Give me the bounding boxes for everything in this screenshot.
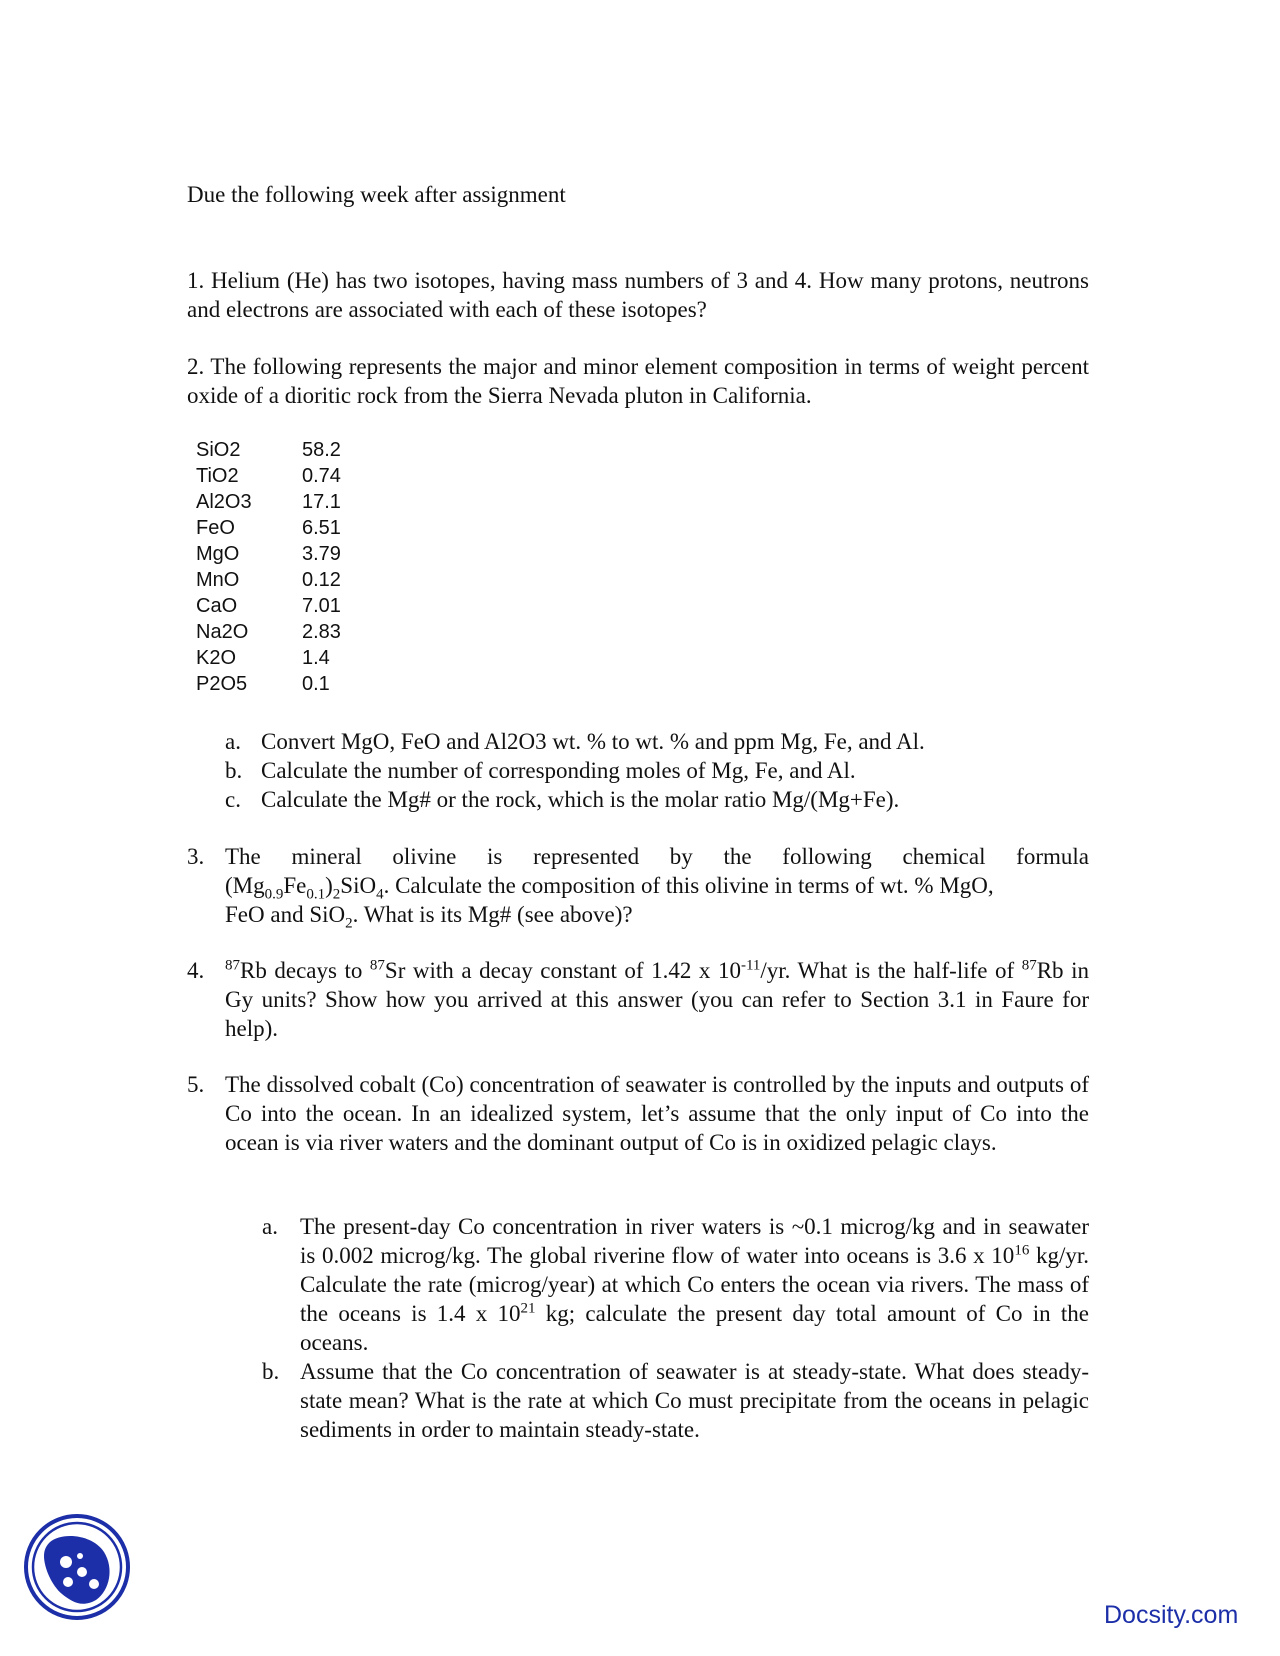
table-row [196, 463, 341, 489]
question-4: $^{87}$Rb decays to $^{87}$Sr with a decay constant of 1.42 x $10^{-11}/yr$. What is the half-life of $^{87}$Rb in Gy units? Show how you arrived at this answer (you can refer to Section 3.1 in Faure for help). [225, 957, 1089, 1041]
oxide-value: 0.12 [302, 569, 341, 591]
table-row [196, 437, 341, 463]
table-row [196, 619, 341, 645]
oxide-value: 58.2 [302, 439, 341, 461]
list-item [262, 1212, 1089, 1357]
part-text: Convert MgO, FeO and Al2O3 wt. % to wt. % and ppm Mg, Fe, and Al. [261, 729, 925, 754]
question-2: 2. The following represents the major and minor element composition in terms of weight percent oxide of a dioritic rock from the Sierra Nevada pluton in California. [187, 354, 1089, 408]
part-label: b. [262, 1359, 280, 1384]
oxide-name: K2O [196, 647, 237, 669]
question-5-number: 5. [187, 1072, 205, 1097]
part-label: c. [225, 787, 241, 812]
table-row [196, 541, 341, 567]
question-3 [225, 842, 1089, 932]
part-label: b. [225, 758, 243, 783]
olivine-formula-line: $(Mg_{0.9}Fe_{0.1})_2SiO_4$. Calculate the composition of this olivine in terms of wt. % MgO, [225, 873, 994, 903]
oxide-value: 17.1 [302, 491, 341, 513]
question-1: 1. Helium (He) has two isotopes, having mass numbers of 3 and 4. How many protons, neutrons and electrons are associated with each of these isotopes? [187, 268, 1089, 322]
question-4-number: 4. [187, 958, 205, 983]
oxide-value: 7.01 [302, 595, 341, 617]
oxide-value: 3.79 [302, 543, 341, 565]
table-row [196, 645, 341, 671]
question-3-line: The mineral olivine is represented by the following chemical formula [225, 844, 1089, 869]
oxide-table [196, 437, 341, 697]
table-row [196, 515, 341, 541]
oxide-name: MgO [196, 543, 240, 565]
oxide-name: TiO2 [196, 465, 239, 487]
oxide-name: Na2O [196, 621, 249, 643]
table-row [196, 671, 341, 697]
oxide-name: FeO [196, 517, 235, 539]
list-item [225, 756, 1125, 785]
part-text: The present-day Co concentration in river waters is ~0.1 microg/kg and in seawater is 0.002 microg/kg. The global riverine flow of water into oceans is 3.6 x $10^{16}$ kg/yr. Calculate the rate (microg/year) at which Co enters the ocean via rivers. The mass of the oceans is 1.4 x $10^{21}$ kg; calculate the present day total amount of Co in the oceans. [300, 1214, 1090, 1355]
oxide-value: 0.74 [302, 465, 341, 487]
oxide-name: SiO2 [196, 439, 241, 461]
oxide-name: P2O5 [196, 673, 248, 695]
part-label: a. [262, 1214, 278, 1239]
oxide-value: 0.1 [302, 673, 330, 695]
question-3-line: FeO and SiO$_2$. What is its Mg# (see above)? [225, 902, 633, 932]
question-5: The dissolved cobalt (Co) concentration of seawater is controlled by the inputs and outputs of Co into the ocean. In an idealized system, let’s assume that the only input of Co into the ocean is via river waters and the dominant output of Co is in oxidized pelagic clays. [225, 1072, 1089, 1155]
part-text: Calculate the Mg# or the rock, which is the molar ratio Mg/(Mg+Fe). [261, 787, 900, 812]
question-2-parts [225, 727, 1125, 814]
oxide-value: 6.51 [302, 517, 341, 539]
part-text: Assume that the Co concentration of seawater is at steady-state. What does steady-state mean? What is the rate at which Co must precipitate from the oceans in pelagic sediments in order to maintain steady-state. [300, 1359, 1089, 1442]
due-note: Due the following week after assignment [187, 182, 566, 207]
question-5-parts [262, 1212, 1089, 1444]
oxide-name: CaO [196, 595, 238, 617]
part-text: Calculate the number of corresponding moles of Mg, Fe, and Al. [261, 758, 856, 783]
oxide-value: 2.83 [302, 621, 341, 643]
table-row [196, 593, 341, 619]
oxide-name: MnO [196, 569, 240, 591]
question-3-number: 3. [187, 844, 205, 869]
oxide-value: 1.4 [302, 647, 330, 669]
list-item [225, 785, 1125, 814]
table-row [196, 489, 341, 515]
docsity-watermark[interactable]: Docsity.com [1104, 1601, 1239, 1629]
part-label: a. [225, 729, 241, 754]
list-item [225, 727, 1125, 756]
table-row [196, 567, 341, 593]
docsity-logo-icon [22, 1512, 132, 1622]
oxide-name: Al2O3 [196, 491, 252, 513]
list-item [262, 1357, 1089, 1444]
